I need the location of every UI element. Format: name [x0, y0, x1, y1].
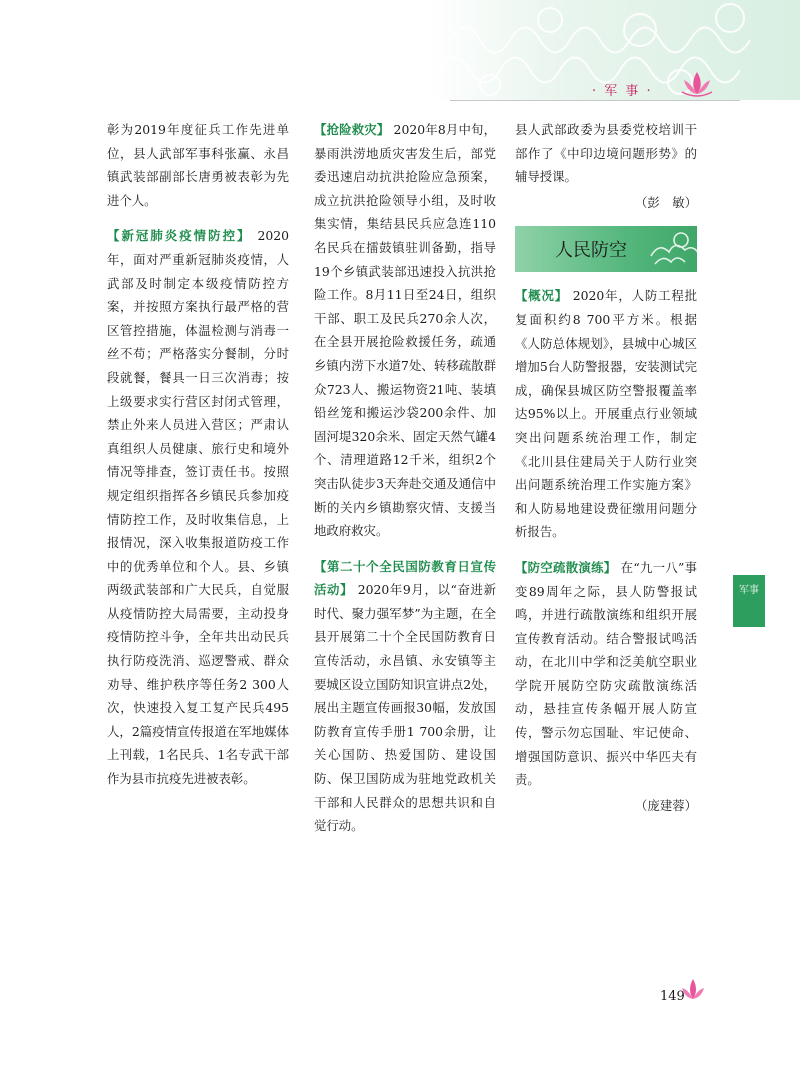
paragraph: [515, 556, 697, 792]
paragraph: [314, 118, 496, 543]
lotus-icon: [680, 68, 714, 98]
page-number: 149: [660, 989, 685, 1004]
entry-heading: 【防空疏散演练】: [515, 559, 617, 575]
entry-text: 2020年9月，以“奋进新时代、聚力强军梦”为主题，在全县开展第二十个全民国防教育日宣传活动，永昌镇、永安镇等主要城区设立国防知识宣讲点2处，展出主题宣传画报30幅，发放国防教育宣传手册1 700余册，让关心国防、热爱国防、建设国防、保卫国防成为驻地党政机关干部和人民群众的思想共识和自觉行动。: [314, 582, 496, 834]
text-column-1: [107, 118, 289, 791]
paragraph: 彰为2019年度征兵工作先进单位，县人武部军事科张赢、永昌镇武装部副部长唐勇被表彰为先进个人。: [107, 122, 289, 208]
entry-text: 2020年，面对严重新冠肺炎疫情，人武部及时制定本级疫情防控方案，并按照方案执行最严格的营区管控措施，体温检测与消毒一丝不苟；严格落实分餐制，分时段就餐，餐具一日三次消毒；按上级要求实行营区封闭式管理，禁止外来人员进入营区；严肃认真组织人员健康、旅行史和境外情况等排查，签订责任书。按照规定组织指挥各乡镇民兵参加疫情防控工作，及时收集信息，上报情况，深入收集报道防疫工作中的优秀单位和个人。县、乡镇两级武装部和广大民兵，自觉服从疫情防控大局需要，主动投身疫情防控斗争，全年共出动民兵执行防疫洗消、巡逻警戒、群众劝导、维护秩序等任务2 300人次，快速投入复工复产民兵495人，2篇疫情宣传报道在军地媒体上刊载，1名民兵、1名专武干部作为县市抗疫先进被表彰。: [107, 228, 289, 787]
paragraph: 县人武部政委为县委党校培训干部作了《中印边境问题形势》的辅导授课。: [515, 122, 697, 185]
entry-text: 2020年，人防工程批复面积约8 700平方米。根据《人防总体规划》，县城中心城区增加5台人防警报器，安装测试完成，确保县城区防空警报覆盖率达95%以上。开展重点行业领域突出问题系统治理工作，制定《北川县住建局关于人防行业突出问题系统治理工作实施方案》和人防易地建设费征缴用问题分析报告。: [515, 288, 697, 540]
entry-heading: 【第二十个全民国防教育日宣传活动】: [314, 558, 496, 598]
entry-text: 2020年8月中旬，暴雨洪涝地质灾害发生后，部党委迅速启动抗洪抢险应急预案，成立抗洪抢险领导小组，及时收集实情，集结县民兵应急连110名民兵在擂鼓镇驻训备勤，指导19个乡镇武装部迅速投入抗洪抢险工作。8月11日至24日，组织干部、职工及民兵270余人次，在全县开展抢险救援任务，疏通乡镇内涝下水道7处、转移疏散群众723人、搬运物资21吨、装填铅丝笼和搬运沙袋200余件、加固河堤320余米、固定天然气罐4个、清理道路12千米，组织2个突击队徒步3天奔赴交通及通信中断的关内乡镇勘察灾情、支援当地政府救灾。: [314, 122, 497, 539]
paragraph: [314, 555, 496, 838]
section-side-tab: 军事: [733, 575, 765, 627]
entry-heading: 【新冠肺炎疫情防控】: [107, 228, 252, 244]
running-header-title: · 军 事 ·: [592, 84, 653, 99]
text-column-2: [314, 118, 496, 838]
author-signature: （彭 敏）: [635, 194, 697, 210]
header-divider: [450, 100, 740, 101]
section-heading-box: [515, 226, 697, 272]
section-title: 人民防空: [555, 240, 627, 261]
entry-text: 在“九一八”事变89周年之际，县人防警报试鸣，并进行疏散演练和组织开展宣传教育活动。结合警报试鸣活动，在北川中学和泛美航空职业学院开展防空防灾疏散演练活动，悬挂宣传条幅开展人防宣传，警示勿忘国耻、牢记使命、增强国防意识、振兴中华匹夫有责。: [515, 559, 698, 788]
cloud-pattern-icon: [641, 226, 697, 272]
paragraph: [107, 224, 289, 790]
entry-heading: 【概况】: [515, 288, 568, 304]
lotus-icon: [680, 976, 706, 1004]
text-column-3: [515, 118, 697, 817]
paragraph: [515, 284, 697, 544]
entry-heading: 【抢险救灾】: [314, 122, 390, 137]
author-signature: （庞建蓉）: [635, 797, 697, 813]
